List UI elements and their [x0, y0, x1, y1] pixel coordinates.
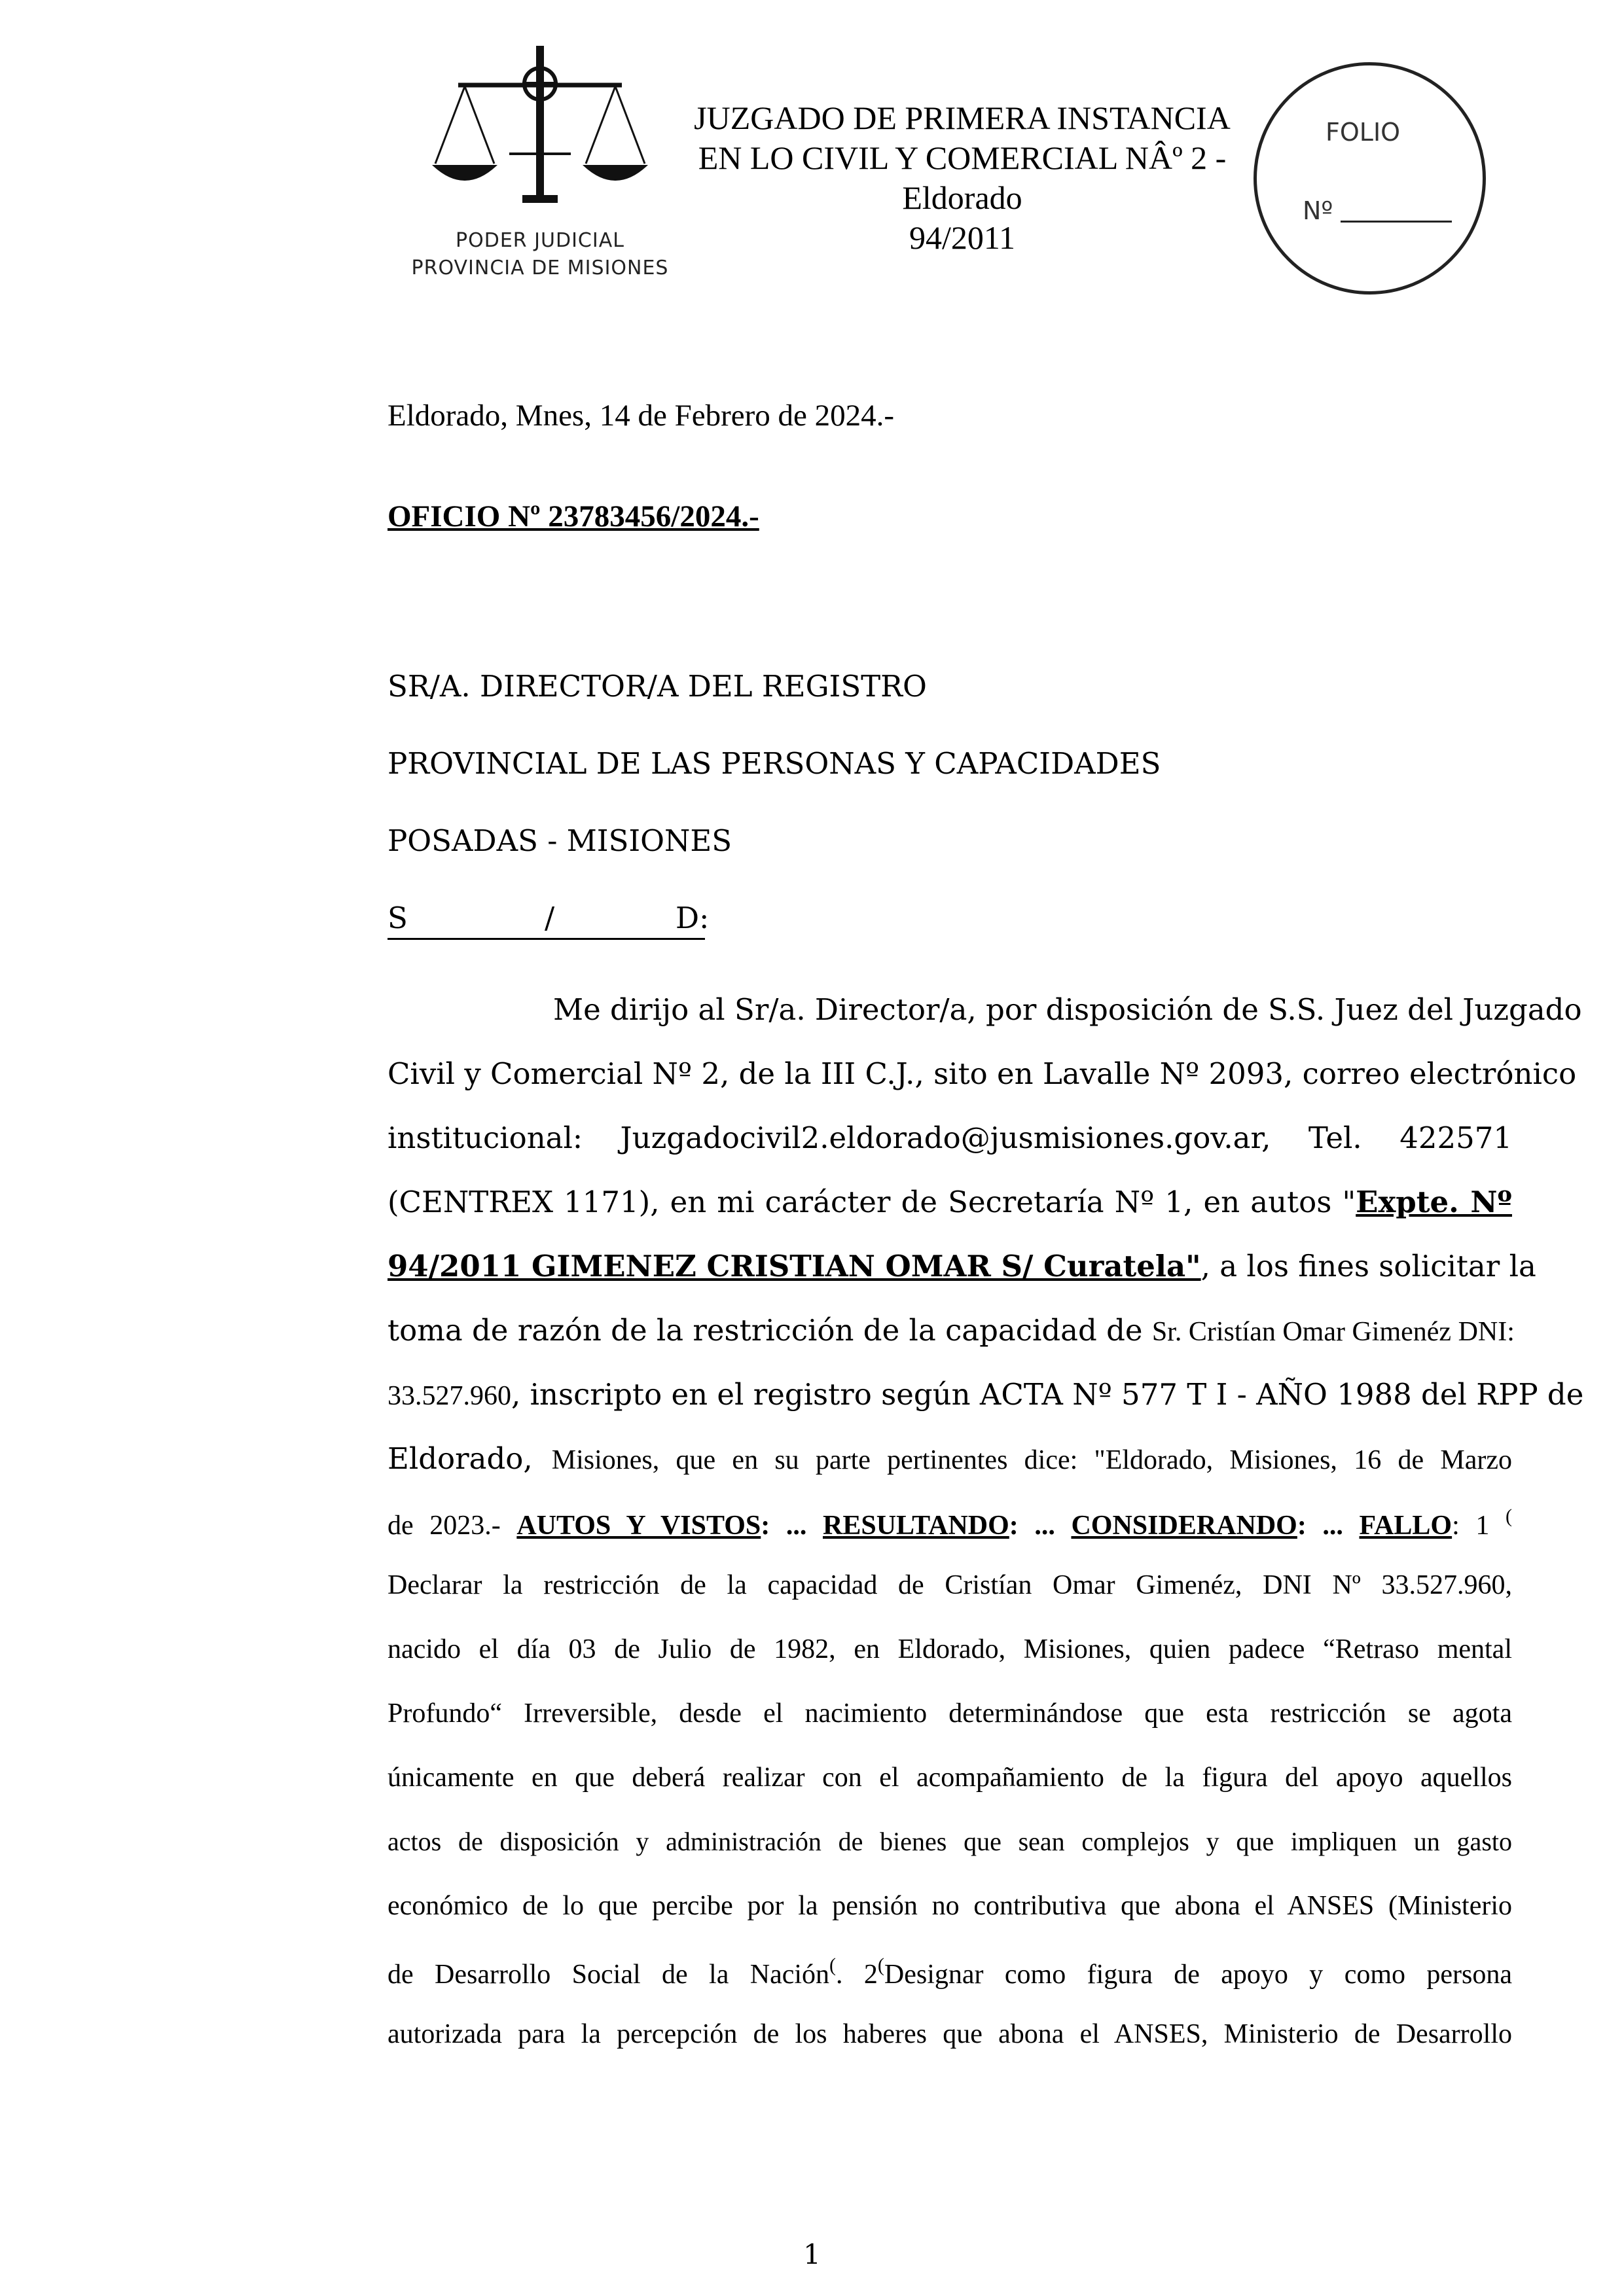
body-text: Eldorado, — [388, 1441, 552, 1476]
body-line: autorizada para la percepción de los haberes que abona el ANSES, Ministerio de Desarrollo — [388, 2019, 1512, 2049]
body-text: . 2 — [836, 1960, 878, 1990]
document-date: Eldorado, Mnes, 14 de Febrero de 2024.- — [388, 399, 895, 433]
body-text: , a los fines solicitar la — [1200, 1249, 1536, 1283]
logo-text-line1: PODER JUDICIAL — [456, 229, 624, 252]
separator: : ... — [1009, 1511, 1072, 1541]
court-line: JUZGADO DE PRIMERA INSTANCIA — [694, 99, 1231, 136]
body-text: de Desarrollo Social de la Nación — [388, 1960, 830, 1990]
court-line: Eldorado — [902, 179, 1022, 216]
court-heading — [668, 98, 1257, 258]
body-text: (CENTREX 1171), en mi carácter de Secretaría Nº 1, en autos " — [388, 1185, 1356, 1219]
section-autos: AUTOS Y VISTOS — [516, 1511, 761, 1541]
body-text: institucional: — [388, 1121, 583, 1155]
paren-mark: ( — [1506, 1505, 1512, 1527]
recipient-line: SR/A. DIRECTOR/A DEL REGISTRO — [388, 669, 927, 704]
section-resultando: RESULTANDO — [822, 1511, 1009, 1541]
body-text: Tel. — [1308, 1121, 1362, 1155]
body-line: Profundo“ Irreversible, desde el nacimiento determinándose que esta restricción se agota — [388, 1698, 1512, 1729]
body-line — [388, 1249, 1536, 1283]
body-line: Declarar la restricción de la capacidad de Cristían Omar Gimenéz, DNI Nº 33.527.960, — [388, 1570, 1512, 1600]
body-text: de 2023.- — [388, 1511, 517, 1541]
body-text: toma de razón de la restricción de la capacidad de — [388, 1313, 1152, 1348]
folio-number-blank — [1341, 221, 1452, 223]
body-text: Misiones, que en su parte pertinentes dice: "Eldorado, Misiones, 16 de Marzo — [551, 1445, 1512, 1475]
body-line — [388, 1377, 1584, 1412]
body-text: , inscripto en el registro según ACTA Nº 577 T I - AÑO 1988 del RPP de — [511, 1377, 1584, 1412]
judicial-logo — [393, 39, 687, 295]
case-reference: Expte. Nº — [1356, 1185, 1512, 1219]
sd-d: D: — [676, 901, 710, 935]
recipient-line: POSADAS - MISIONES — [388, 823, 732, 858]
body-line — [388, 1121, 1512, 1155]
recipient-line: PROVINCIAL DE LAS PERSONAS Y CAPACIDADES — [388, 746, 1161, 781]
body-line — [388, 1441, 1512, 1476]
body-line — [388, 1185, 1512, 1219]
scales-of-justice-icon — [432, 39, 648, 223]
folio-number-label: Nº — [1303, 196, 1333, 225]
folio-title: FOLIO — [1326, 118, 1401, 147]
body-text: Designar como figura de apoyo y como persona — [884, 1960, 1512, 1990]
page-number: 1 — [803, 2238, 821, 2270]
person-name: Sr. Cristían Omar Gimenéz DNI: — [1151, 1317, 1515, 1347]
body-line: Civil y Comercial Nº 2, de la III C.J., sito en Lavalle Nº 2093, correo electrónico — [388, 1056, 1577, 1091]
body-line — [388, 1954, 1512, 1990]
body-line — [388, 1505, 1512, 1541]
body-line: actos de disposición y administración de bienes que sean complejos y que impliquen un gasto — [388, 1827, 1512, 1856]
logo-text-line2: PROVINCIA DE MISIONES — [411, 257, 669, 279]
body-line: económico de lo que percibe por la pensión no contributiva que abona el ANSES (Ministerio — [388, 1891, 1512, 1921]
paren-mark: ( — [877, 1954, 884, 1976]
oficio-number: OFICIO Nº 23783456/2024.- — [388, 499, 759, 533]
court-line: EN LO CIVIL Y COMERCIAL NÂº 2 - — [698, 139, 1227, 176]
section-fallo: FALLO — [1359, 1511, 1453, 1541]
body-line: nacido el día 03 de Julio de 1982, en Eldorado, Misiones, quien padece “Retraso mental — [388, 1634, 1512, 1664]
paren-mark: ( — [829, 1954, 837, 1976]
dni-number: 33.527.960 — [388, 1381, 511, 1411]
court-line: 94/2011 — [909, 219, 1016, 256]
section-considerando: CONSIDERANDO — [1071, 1511, 1297, 1541]
sd-s: S — [388, 901, 408, 935]
folio-stamp — [1254, 62, 1486, 295]
court-email: Juzgadocivil2.eldorado@jusmisiones.gov.ar, — [620, 1121, 1271, 1155]
separator: : ... — [761, 1511, 823, 1541]
phone-number: 422571 — [1399, 1121, 1512, 1155]
body-line — [388, 1313, 1515, 1348]
body-line: Me dirijo al Sr/a. Director/a, por disposición de S.S. Juez del Juzgado — [553, 992, 1582, 1027]
body-line: únicamente en que deberá realizar con el acompañamiento de la figura del apoyo aquellos — [388, 1763, 1512, 1793]
separator: : ... — [1297, 1511, 1360, 1541]
body-text: : 1 — [1452, 1511, 1506, 1541]
sd-slash: / — [545, 901, 555, 935]
salutation-sd — [388, 901, 710, 940]
case-reference: 94/2011 GIMENEZ CRISTIAN OMAR S/ Curatela" — [388, 1249, 1201, 1283]
